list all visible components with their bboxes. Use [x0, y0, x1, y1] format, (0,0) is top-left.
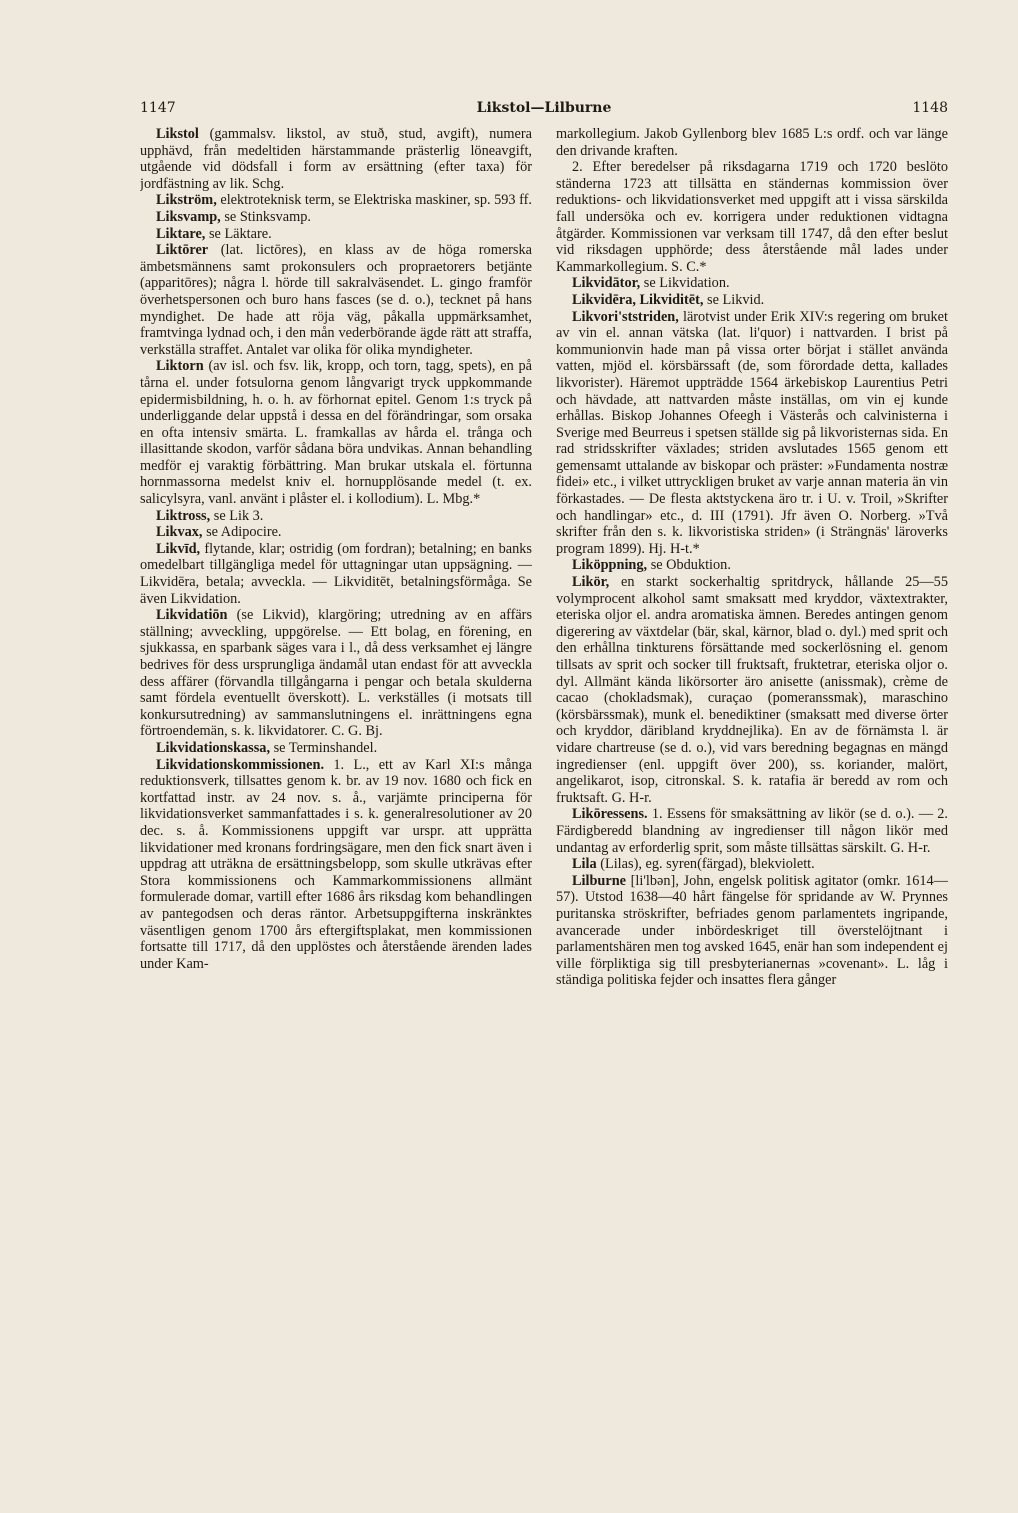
dictionary-entry — [140, 126, 532, 192]
entry-text: (av isl. och fsv. lik, kropp, och torn, tagg, spets), en på tårna el. under fotsulorna genom långvarigt tryck uppkommande epidermisbildning, h. o. h. av förhornat epitel. Genom 1:s tryck på underliggande delar uppstå i dessa en del förändringar, som orsaka en ofta intensiv smärta. L. framkallas av hårda el. trånga och illasittande skodon, varför sådana böra undvikas. Annan behandling medför ej varaktig förbättring. Man brukar utskala el. förtunna hornmassorna medelst kniv el. hornupplösande medel (t. ex. salicylsyra, vanl. använt i plåster el. i kollodium). L. Mbg.* — [140, 358, 532, 508]
dictionary-entry — [556, 159, 948, 275]
dictionary-entry — [556, 574, 948, 806]
entry-text: 1. L., ett av Karl XI:s många reduktionsverk, tillsattes genom k. br. av 19 nov. 1680 och fick en kortfattad instr. av 24 nov. s. å., varjämte principerna för likvidationsverket sammanfattades i s. k. generalresolutioner av 20 dec. s. å. Kommissionens uppgift var urspr. att upprätta likvidationer med kronans fordringsägare, men den fick snart även i uppdrag att uträkna de ersättningsbelopp, som skulle utkrävas efter Stora kommissionens och Kammarkommissionens allmänt formulerade domar, vartill efter 1686 års riksdag kom behandlingen av pantegodsen och deras räntor. Arbetsuppgifterna inskränktes väsentligen genom 1700 års eftergiftsplakat, men kommissionen fortsatte till 1717, då den upplöstes och återstående ärenden lades under Kam- — [140, 756, 532, 972]
entry-text: (se Likvid), klargöring; utredning av en affärs ställning; avveckling, uppgörelse. — Ett bolag, en förening, en sjukkassa, en sparbank säges vara i l., då dess verksamhet ej längre bedrives för dess ursprungliga ändamål utan endast för att avveckla dess affärer (förvandla tillgångarna i pengar och betala skulderna samt fördela eventuellt överskott). L. verkställes (i motsats till konkursutredning) av sammanslutningens el. inrättningens egna förtroendemän, s. k. likvidatorer. C. G. Bj. — [140, 607, 532, 740]
entry-text: se Likvidation. — [643, 275, 730, 292]
entry-headword: Liktorn — [156, 358, 204, 375]
dictionary-entry — [140, 358, 532, 507]
entry-headword: Lila — [572, 856, 597, 873]
entry-text: se Terminshandel. — [273, 739, 378, 756]
entry-text: (lat. lictōres), en klass av de höga romerska ämbetsmännens samt prokonsulers och propraetorers betjänte (apparitōres); några l. hörde till sakralväsendet. L. gingo framför överhetspersonen och buro hans fasces (se d. o.), tecknet på hans myndighet. De hade att röja väg, påkalla uppmärksamhet, framtvinga lydnad och, i den mån vederbörande ägde rätt att straffa, verkställa straffet. Antalet var olika för olika myndigheter. — [140, 242, 532, 358]
dictionary-entry — [556, 856, 948, 873]
entry-headword: Liktare, — [156, 225, 206, 242]
dictionary-entry — [556, 806, 948, 856]
page-number-right: 1148 — [912, 100, 948, 116]
entry-headword: Likvidātor, — [572, 275, 641, 292]
entry-text: se Likvid. — [707, 291, 765, 308]
entry-text: elektroteknisk term, se Elektriska maskiner, sp. 593 ff. — [220, 192, 532, 209]
entry-text: markollegium. Jakob Gyllenborg blev 1685 L:s ordf. och var länge den drivande kraften. — [556, 126, 948, 159]
dictionary-entry — [556, 873, 948, 989]
entry-headword: Likvax, — [156, 524, 203, 541]
dictionary-entry — [140, 508, 532, 525]
entry-headword: Likvori'ststriden, — [572, 308, 679, 325]
entry-text: (gammalsv. likstol, av stuð, stud, avgift), numera upphävd, från medeltiden härstammande prästerlig löneavgift, utgående vid dödsfall i form av ersättning (efter taxa) för jordfästning av lik. Schg. — [140, 126, 532, 192]
entry-headword: Liktross, — [156, 507, 211, 524]
dictionary-entry — [140, 757, 532, 973]
entry-text: [li'lbən], John, engelsk politisk agitator (omkr. 1614—57). Utstod 1638—40 hårt fängelse för spridande av W. Prynnes puritanska ströskrifter, befriades genom parlamentets ingripande, avancerade under inbördeskriget till överstelöjtnant i parlamentshären men tog avsked 1645, enär han som independent ej ville förpliktiga sig till presbyterianernas »covenant». L. låg i ständiga politiska fejder och insattes flera gånger — [556, 872, 948, 989]
entry-headword: Likör, — [572, 574, 610, 591]
entry-headword: Likvidēra, Likviditēt, — [572, 291, 704, 308]
entry-text: se Lik 3. — [213, 507, 264, 524]
running-title: Likstol—Lilburne — [476, 100, 612, 116]
entry-text: flytande, klar; ostridig (om fordran); betalning; en banks omedelbart tillgängliga medel för uttagningar utan uppsägning. — Likvidēra, betala; avveckla. — Likviditēt, betalningsförmåga. Se även Likvidation. — [140, 540, 532, 607]
entry-text: se Läktare. — [208, 225, 272, 242]
entry-text: lärotvist under Erik XIV:s regering om bruket av vin el. annan vätska (lat. li'quor) i nattvarden. I brist på kommunionvin hade man på vissa orter börjat i stället använda vatten, mjöd el. körsbärssaft (de, som förordade detta, kallades likvorister). Häremot uppträdde 1564 ärkebiskop Laurentius Petri och hävdade, att nattvarden måste inställas, om vin ej kunde erhållas. Biskop Johannes Ofeegh i Västerås och calvinisterna i Sverige med Beurreus i spetsen ställde sig på likvoristernas sida. En rad stridsskrifter växlades; striden avslutades 1565 genom ett gemensamt uttalande av biskopar och präster: »Fundamenta nostræ fidei» etc., i vilket uttryckligen bruket av varje annan materia än vin förkastades. — De flesta aktstyckena äro tr. i U. v. Troil, »Skrifter och handlingar» etc., d. III (1791). Jfr även O. Norberg. »Två skrifter från den s. k. likvoristiska striden» (i Strängnäs' läroverks program 1899). Hj. H-t.* — [556, 308, 948, 557]
dictionary-entry — [140, 209, 532, 226]
entry-text: se Stinksvamp. — [224, 208, 311, 225]
entry-headword: Lilburne — [572, 872, 627, 889]
dictionary-entry — [556, 292, 948, 309]
entry-headword: Likstol — [156, 126, 199, 142]
dictionary-entry — [556, 126, 948, 159]
dictionary-entry — [140, 740, 532, 757]
dictionary-entry — [140, 524, 532, 541]
entry-headword: Liköppning, — [572, 557, 648, 574]
entry-text: en starkt sockerhaltig spritdryck, hållande 25—55 volymprocent alkohol samt smaksatt med kryddor, växtextrakter, eteriska oljor el. andra aromatiska ämnen. Beredes antingen genom digerering av växtdelar (bär, skal, kärnor, blad o. dyl.) med sprit och den erhållna tinkturens försättande med sockerlösning el. genom tillsats av sprit och socker till fruktsaft, fruktetrar, eteriska oljor o. dyl. Allmänt kända likörsorter äro anisette (anissmak), crème de cacao (chokladsmak), curaçao (pomeranssmak), maraschino (körsbärssmak), munk el. benediktiner (smaksatt med diverse örter och kryddor, däribland kryddnejlika). En av de förnämsta l. är vidare chartreuse (se d. o.), vid vars beredning begagnas en mängd ingredienser (enl. uppgift över 200), ss. koriander, malört, angelikarot, isop, citronskal. S. k. ratafia är beredd av rom och fruktsaft. G. H-r. — [556, 574, 948, 806]
entry-headword: Likvidatiōn — [156, 607, 228, 624]
entry-headword: Likvīd, — [156, 540, 201, 557]
right-column — [556, 126, 948, 1456]
dictionary-entry — [140, 192, 532, 209]
entry-headword: Likström, — [156, 192, 217, 209]
page-header — [140, 100, 948, 122]
dictionary-entry — [140, 226, 532, 243]
entry-text: se Obduktion. — [650, 557, 731, 574]
entry-headword: Liksvamp, — [156, 208, 221, 225]
dictionary-entry — [140, 541, 532, 607]
page-number-left: 1147 — [140, 100, 176, 116]
dictionary-entry — [140, 242, 532, 358]
dictionary-entry — [556, 557, 948, 574]
dictionary-entry — [556, 309, 948, 558]
entry-headword: Liktōrer — [156, 242, 209, 259]
entry-headword: Likvidationskommissionen. — [156, 756, 325, 773]
entry-text: (Lilas), eg. syren(färgad), blekviolett. — [600, 856, 815, 873]
entry-headword: Likvidationskassa, — [156, 739, 271, 756]
entry-text: 1. Essens för smaksättning av likör (se d. o.). — 2. Färdigberedd blandning av ingredienser till någon likör med undantag av erforderlig sprit, som måste tillsättas särskilt. G. H-r. — [556, 806, 948, 856]
dictionary-entry — [556, 275, 948, 292]
entry-text: 2. Efter beredelser på riksdagarna 1719 och 1720 beslöto ständerna 1723 att tillsätta en ständernas kommission över reduktions- och likvidationsverket med uppgift att i vissa särskilda fall undersöka och ev. korrigera under reduktionen vidtagna åtgärder. Kommissionen var verksam till 1747, då den efter beslut vid riksdagen upphörde; dess återstående mål lades under Kammarkollegium. S. C.* — [556, 159, 948, 275]
dictionary-entry — [140, 607, 532, 740]
entry-text: se Adipocire. — [206, 524, 282, 541]
entry-headword: Likōressens. — [572, 806, 648, 823]
left-column — [140, 126, 532, 1456]
